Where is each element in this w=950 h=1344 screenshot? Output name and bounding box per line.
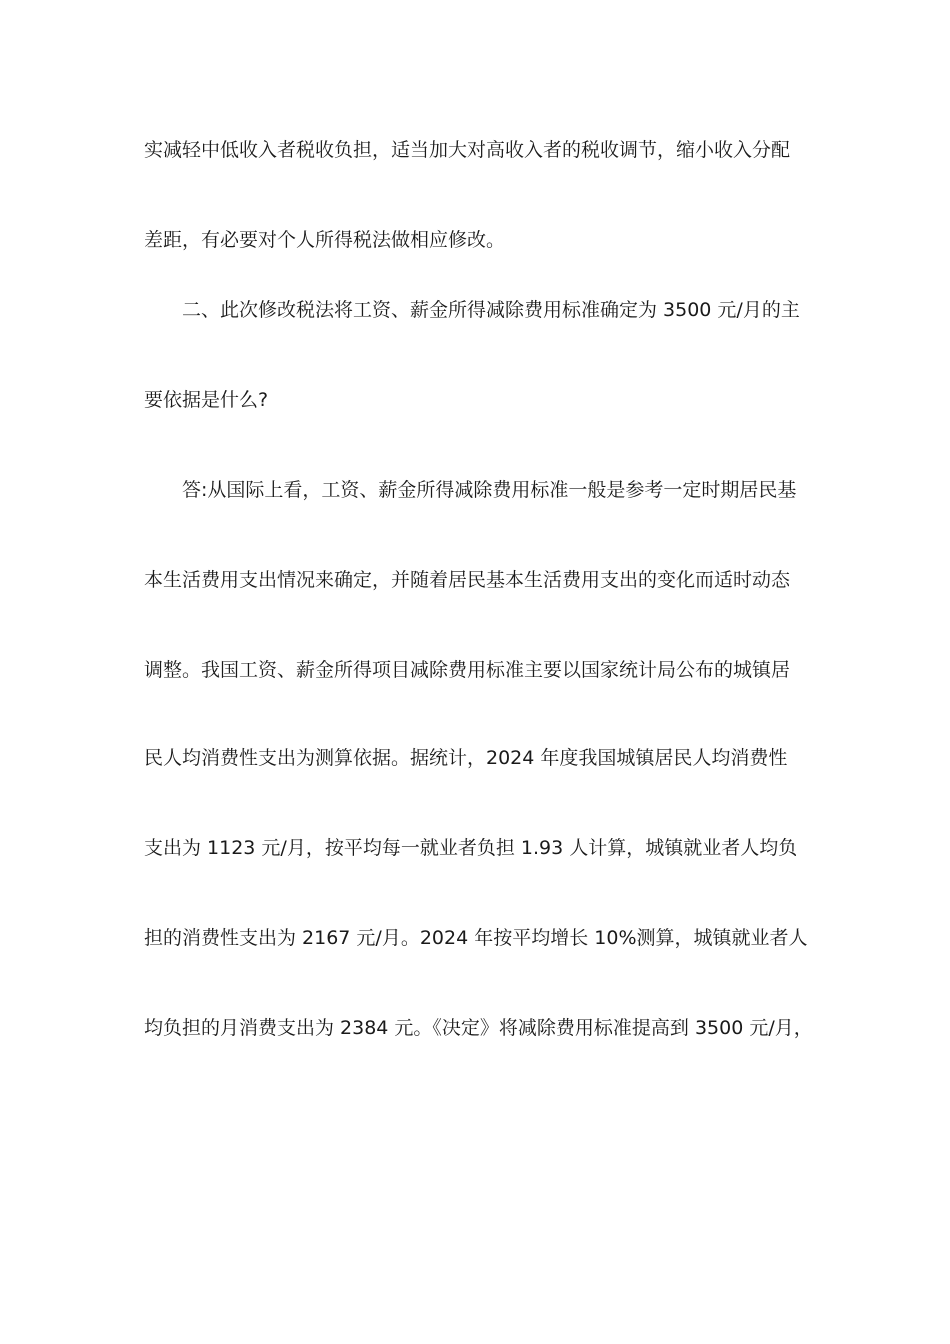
body-text-line: 调整。我国工资、薪金所得项目减除费用标准主要以国家统计局公布的城镇居 (144, 659, 791, 681)
answer-paragraph-start: 答:从国际上看，工资、薪金所得减除费用标准一般是参考一定时期居民基 (182, 479, 797, 501)
body-text-line: 支出为 1123 元/月，按平均每一就业者负担 1.93 人计算，城镇就业者人均负 (144, 837, 798, 859)
body-text-line: 实减轻中低收入者税收负担，适当加大对高收入者的税收调节，缩小收入分配 (144, 139, 791, 161)
body-text-line: 民人均消费性支出为测算依据。据统计，2024 年度我国城镇居民人均消费性 (144, 747, 788, 769)
question-heading: 二、此次修改税法将工资、薪金所得减除费用标准确定为 3500 元/月的主 (182, 299, 800, 321)
body-text-line: 均负担的月消费支出为 2384 元。《决定》将减除费用标准提高到 3500 元/月， (144, 1017, 813, 1039)
body-text-line: 担的消费性支出为 2167 元/月。2024 年按平均增长 10%测算，城镇就业者人 (144, 927, 808, 949)
question-heading-continued: 要依据是什么? (144, 389, 269, 411)
body-text-line: 差距，有必要对个人所得税法做相应修改。 (144, 229, 506, 251)
body-text-line: 本生活费用支出情况来确定，并随着居民基本生活费用支出的变化而适时动态 (144, 569, 791, 591)
